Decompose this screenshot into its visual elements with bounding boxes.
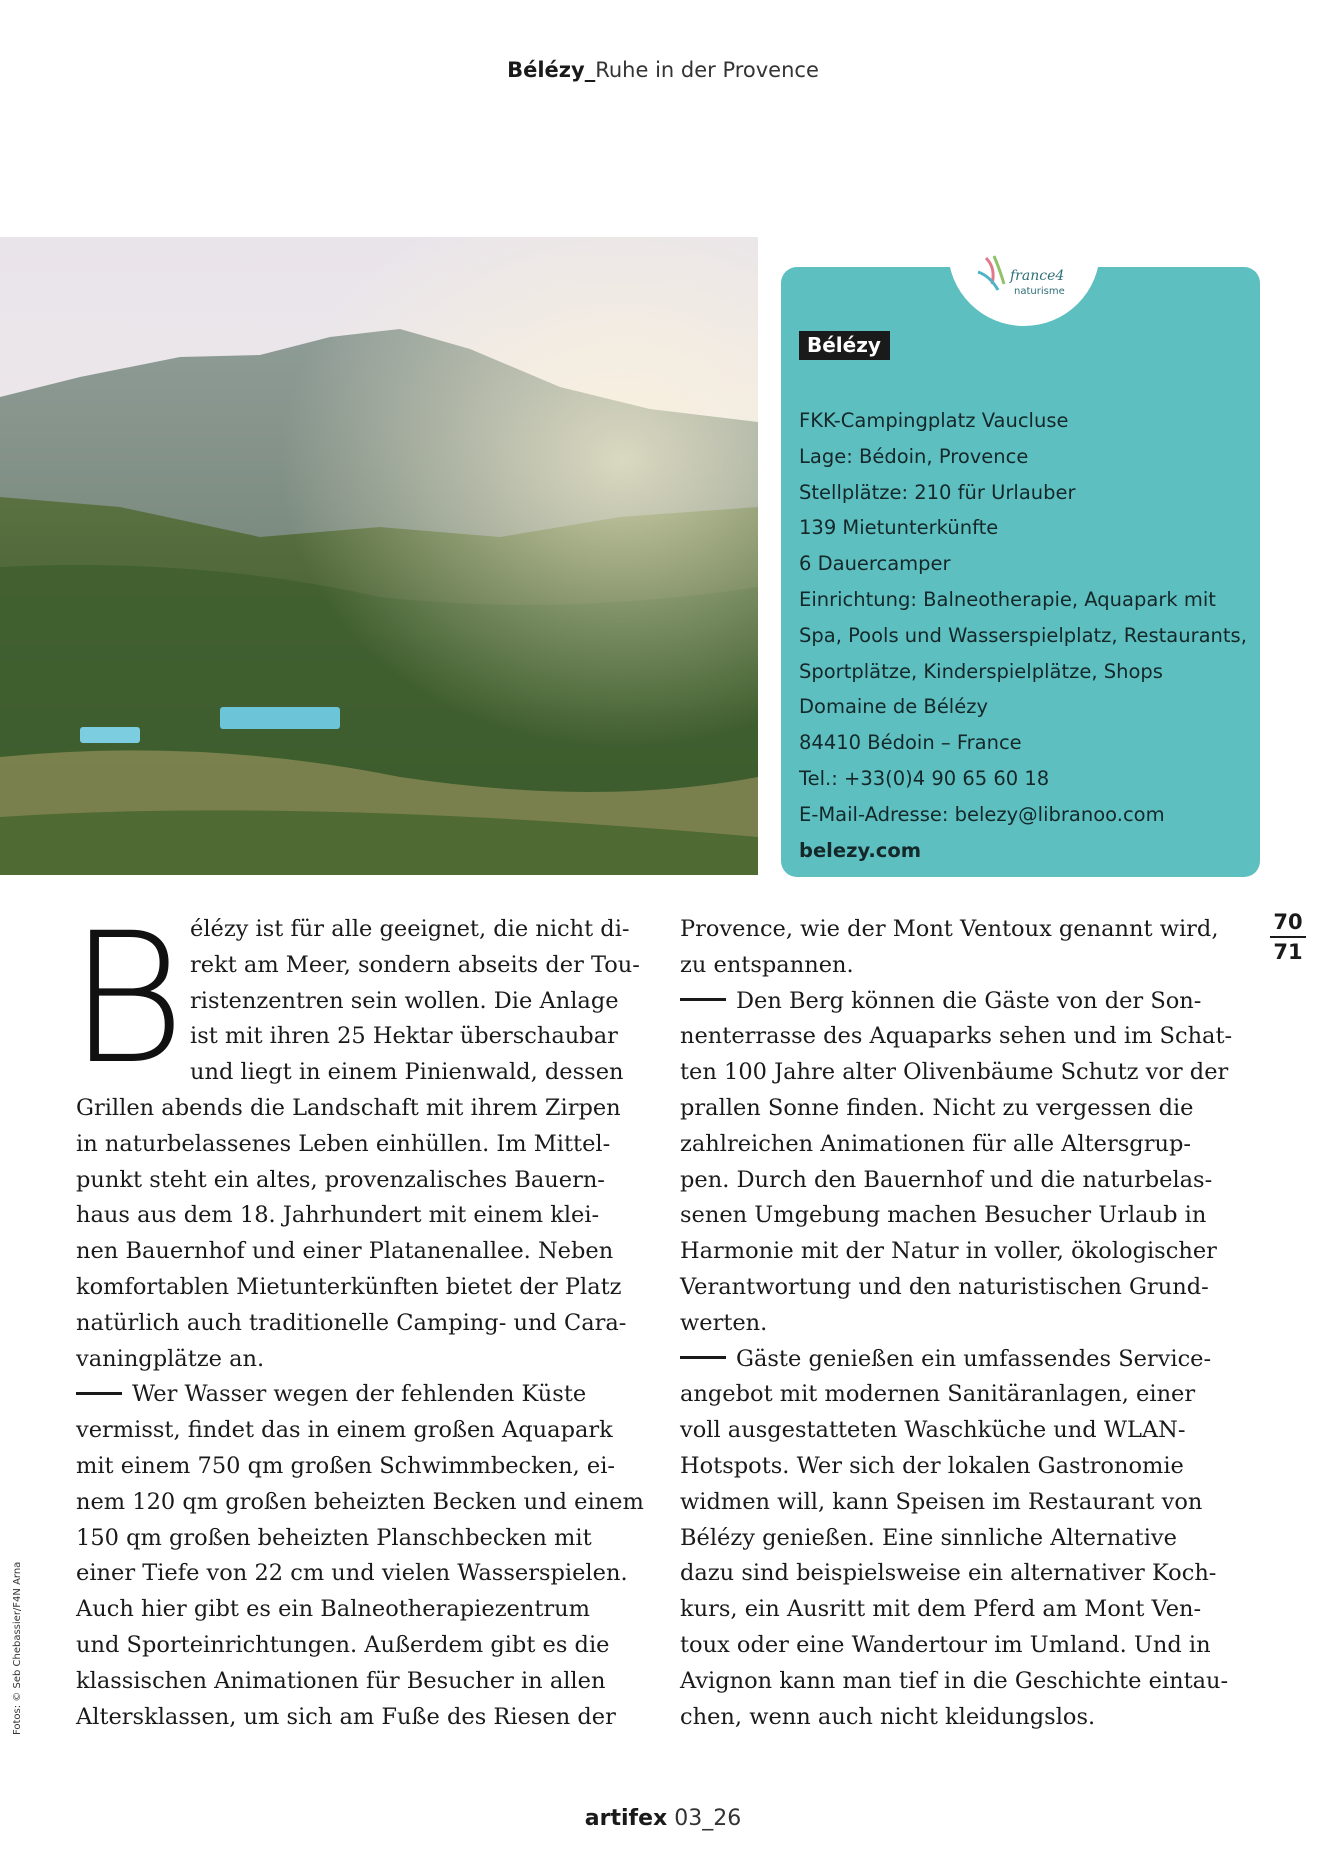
- text-line: Hotspots. Wer sich der lokalen Gastronomie: [680, 1452, 1184, 1479]
- text-line: und Sporteinrichtungen. Außerdem gibt es die: [76, 1631, 610, 1658]
- text-line: vermisst, findet das in einem großen Aquapark: [76, 1417, 613, 1444]
- text-line: prallen Sonne finden. Nicht zu vergessen die: [680, 1094, 1194, 1121]
- text-line: werten.: [680, 1309, 768, 1336]
- text-line: ist mit ihren 25 Hektar überschaubar: [190, 1023, 618, 1050]
- text-line: zahlreichen Animationen für alle Altersgrup-: [680, 1130, 1191, 1157]
- text-line: vaningplätze an.: [76, 1345, 265, 1372]
- text-line: mit einem 750 qm großen Schwimmbecken, ei-: [76, 1452, 616, 1479]
- text-line: ristenzentren sein wollen. Die Anlage: [190, 987, 619, 1014]
- info-details: [799, 403, 1249, 868]
- text-line: Provence, wie der Mont Ventoux genannt wird,: [680, 916, 1219, 942]
- paragraph-dash: [680, 1356, 726, 1359]
- text-line: nem 120 qm großen beheizten Becken und einem: [76, 1488, 644, 1515]
- footer-issue: 03_26: [667, 1806, 742, 1831]
- info-line: Sportplätze, Kinderspielplätze, Shops: [799, 659, 1163, 683]
- text-line: 150 qm großen beheizten Planschbecken mit: [76, 1524, 592, 1551]
- website-link[interactable]: belezy.com: [799, 838, 922, 862]
- text-line: senen Umgebung machen Besucher Urlaub in: [680, 1202, 1207, 1229]
- text-line: Verantwortung und den naturistischen Grund-: [680, 1273, 1209, 1300]
- text-line: komfortablen Mietunterkünften bietet der Platz: [76, 1273, 622, 1300]
- text-line-paragraph-start: [76, 1377, 660, 1413]
- text-line: Wer Wasser wegen der fehlenden Küste: [132, 1381, 587, 1408]
- footer-brand: artifex: [584, 1806, 668, 1831]
- text-line: Den Berg können die Gäste von der Son-: [736, 987, 1202, 1014]
- info-line: FKK-Campingplatz Vaucluse: [799, 409, 1069, 432]
- info-line: E-Mail-Adresse: belezy@libranoo.com: [799, 802, 1165, 826]
- info-line: Stellplätze: 210 für Urlauber: [799, 480, 1076, 504]
- france4naturisme-logo: [974, 250, 1084, 308]
- text-line: Altersklassen, um sich am Fuße des Riesen der: [76, 1703, 616, 1730]
- text-line: élézy ist für alle geeignet, die nicht di-: [190, 916, 630, 942]
- info-line: 84410 Bédoin – France: [799, 731, 1022, 755]
- text-line: nen Bauernhof und einer Platanenallee. Neben: [76, 1238, 614, 1265]
- text-line: und liegt in einem Pinienwald, dessen: [190, 1059, 624, 1086]
- footer: [0, 1806, 1326, 1831]
- info-line: 6 Dauercamper: [799, 552, 951, 576]
- text-line: widmen will, kann Speisen im Restaurant von: [680, 1488, 1203, 1515]
- text-line: klassischen Animationen für Besucher in allen: [76, 1667, 606, 1694]
- text-line: in naturbelassenes Leben einhüllen. Im Mittel-: [76, 1130, 611, 1157]
- info-line: 139 Mietunterkünfte: [799, 516, 999, 540]
- text-line: angebot mit modernen Sanitäranlagen, einer: [680, 1381, 1196, 1408]
- text-line: voll ausgestatteten Waschküche und WLAN-: [680, 1417, 1186, 1444]
- text-line: Avignon kann man tief in die Geschichte eintau-: [680, 1667, 1229, 1694]
- text-line: natürlich auch traditionelle Camping- und Cara-: [76, 1309, 627, 1336]
- running-header: [0, 58, 1326, 82]
- info-line: Domaine de Bélézy: [799, 695, 989, 719]
- text-line: pen. Durch den Bauernhof und die naturbelas-: [680, 1166, 1213, 1193]
- text-line: toux oder eine Wandertour im Umland. Und in: [680, 1631, 1211, 1658]
- paragraph-dash: [76, 1392, 122, 1395]
- text-line: Auch hier gibt es ein Balneotherapiezentrum: [76, 1596, 590, 1623]
- text-line: punkt steht ein altes, provenzalisches Bauern-: [76, 1166, 605, 1193]
- photo-credit: Fotos: © Seb Chebassier/F4N Arna: [12, 1561, 23, 1735]
- text-line: ten 100 Jahre alter Olivenbäume Schutz vor der: [680, 1059, 1229, 1086]
- dropcap-letter: B: [68, 895, 186, 1104]
- info-line: Tel.: +33(0)4 90 65 60 18: [799, 766, 1050, 790]
- text-line: einer Tiefe von 22 cm und vielen Wasserspielen.: [76, 1560, 628, 1587]
- text-line: nenterrasse des Aquaparks sehen und im Schat-: [680, 1023, 1233, 1050]
- text-line: chen, wenn auch nicht kleidungslos.: [680, 1703, 1096, 1730]
- text-line: Grillen abends die Landschaft mit ihrem Zirpen: [76, 1094, 621, 1121]
- landscape-photo: [0, 237, 758, 875]
- text-line: Gäste genießen ein umfassendes Service-: [736, 1345, 1212, 1372]
- header-brand: Bélézy_: [507, 58, 596, 82]
- article-column-left: [76, 912, 660, 1735]
- info-line: Lage: Bédoin, Provence: [799, 444, 1029, 468]
- info-line: Spa, Pools und Wasserspielplatz, Restaurants,: [799, 623, 1247, 647]
- text-line: zu entspannen.: [680, 951, 854, 978]
- text-line: rekt am Meer, sondern abseits der Tou-: [190, 951, 640, 978]
- info-line: Einrichtung: Balneotherapie, Aquapark mit: [799, 587, 1216, 611]
- page-numbers: [1270, 910, 1306, 964]
- article-column-right: [680, 912, 1262, 1735]
- text-line-paragraph-start: [680, 1342, 1262, 1378]
- text-line-paragraph-start: [680, 984, 1262, 1020]
- text-line: Bélézy genießen. Eine sinnliche Alternative: [680, 1524, 1177, 1551]
- paragraph-dash: [680, 998, 726, 1001]
- page-number-right: 71: [1273, 940, 1303, 964]
- info-title: Bélézy: [799, 331, 890, 360]
- text-line: haus aus dem 18. Jahrhundert mit einem klei-: [76, 1202, 600, 1229]
- page-number-left: 70: [1270, 910, 1306, 938]
- svg-text:naturisme: naturisme: [1014, 286, 1065, 297]
- text-line: kurs, ein Ausritt mit dem Pferd am Mont Ven-: [680, 1596, 1202, 1623]
- text-line: Harmonie mit der Natur in voller, ökologischer: [680, 1238, 1217, 1265]
- svg-text:france4: france4: [1010, 268, 1065, 284]
- header-subtitle: Ruhe in der Provence: [595, 58, 819, 82]
- text-line: dazu sind beispielsweise ein alternativer Koch-: [680, 1560, 1217, 1587]
